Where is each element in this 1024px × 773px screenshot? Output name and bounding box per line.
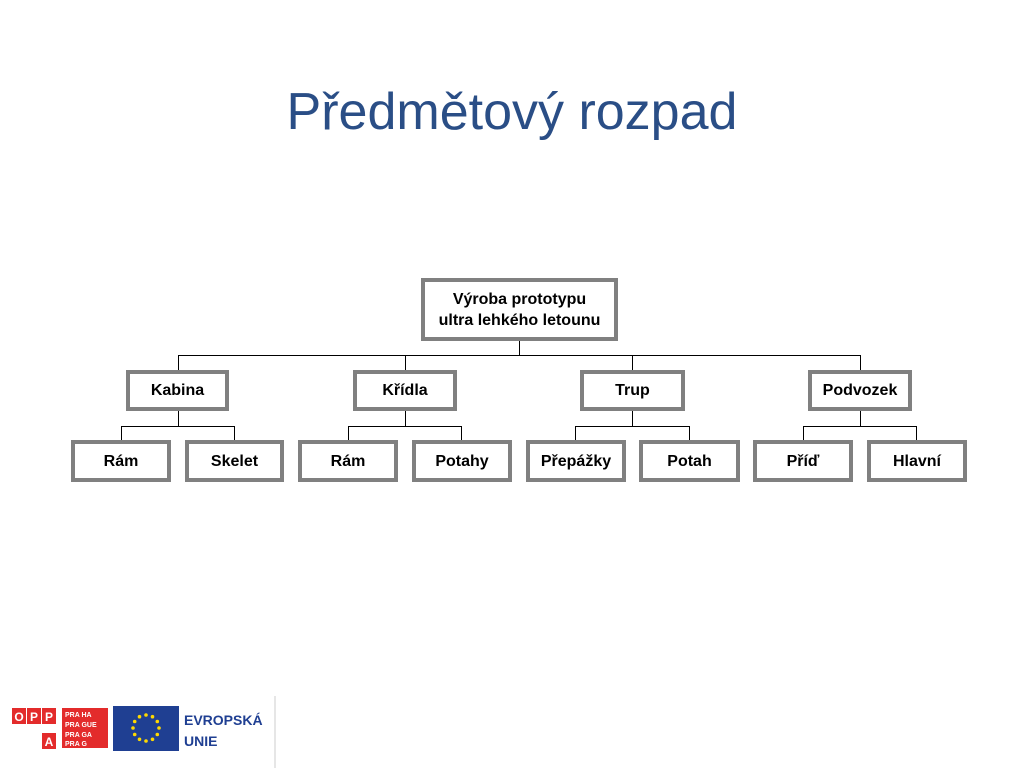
connector <box>632 355 633 370</box>
praha-line-2: PRA GUE <box>65 722 97 729</box>
logo-svg <box>0 696 276 768</box>
eu-text-line1: EVROPSKÁ <box>184 712 263 728</box>
connector <box>405 411 406 426</box>
connector <box>916 426 917 440</box>
opp-letter-o: O <box>14 710 24 724</box>
node-kridla-potahy: Potahy <box>412 440 512 482</box>
oppa-logo <box>12 708 56 749</box>
connector <box>121 426 235 427</box>
node-trup: Trup <box>580 370 685 411</box>
connector <box>519 341 520 355</box>
node-root: Výroba prototypu ultra lehkého letounu <box>421 278 618 341</box>
praha-line-1: PRA HA <box>65 712 92 719</box>
connector <box>575 426 690 427</box>
footer-logos <box>0 696 276 768</box>
praha-line-3: PRA GA <box>65 732 92 739</box>
opp-letter-a: A <box>44 735 54 749</box>
node-kabina-skelet: Skelet <box>185 440 284 482</box>
praha-line-4: PRA G <box>65 741 87 748</box>
opp-letter-p1: P <box>29 710 39 724</box>
connector <box>178 355 861 356</box>
connector <box>178 355 179 370</box>
node-kridla-ram: Rám <box>298 440 398 482</box>
connector <box>575 426 576 440</box>
connector <box>405 355 406 370</box>
node-kabina: Kabina <box>126 370 229 411</box>
node-kabina-ram: Rám <box>71 440 171 482</box>
connector <box>121 426 122 440</box>
opp-letter-p2: P <box>44 710 54 724</box>
node-trup-potah: Potah <box>639 440 740 482</box>
node-kridla: Křídla <box>353 370 457 411</box>
eu-flag-icon <box>113 706 179 751</box>
slide-title: Předmětový rozpad <box>286 83 738 141</box>
connector <box>461 426 462 440</box>
connector <box>632 411 633 426</box>
node-podvozek-hlavni: Hlavní <box>867 440 967 482</box>
connector <box>234 426 235 440</box>
connector <box>803 426 917 427</box>
connector <box>860 355 861 370</box>
connector <box>803 426 804 440</box>
eu-text-line2: UNIE <box>184 733 218 749</box>
node-trup-prepazky: Přepážky <box>526 440 626 482</box>
connector <box>860 411 861 426</box>
node-podvozek: Podvozek <box>808 370 912 411</box>
connector <box>348 426 462 427</box>
connector <box>178 411 179 426</box>
praha-logo <box>62 708 108 748</box>
connector <box>689 426 690 440</box>
node-podvozek-prid: Příď <box>753 440 853 482</box>
connector <box>348 426 349 440</box>
